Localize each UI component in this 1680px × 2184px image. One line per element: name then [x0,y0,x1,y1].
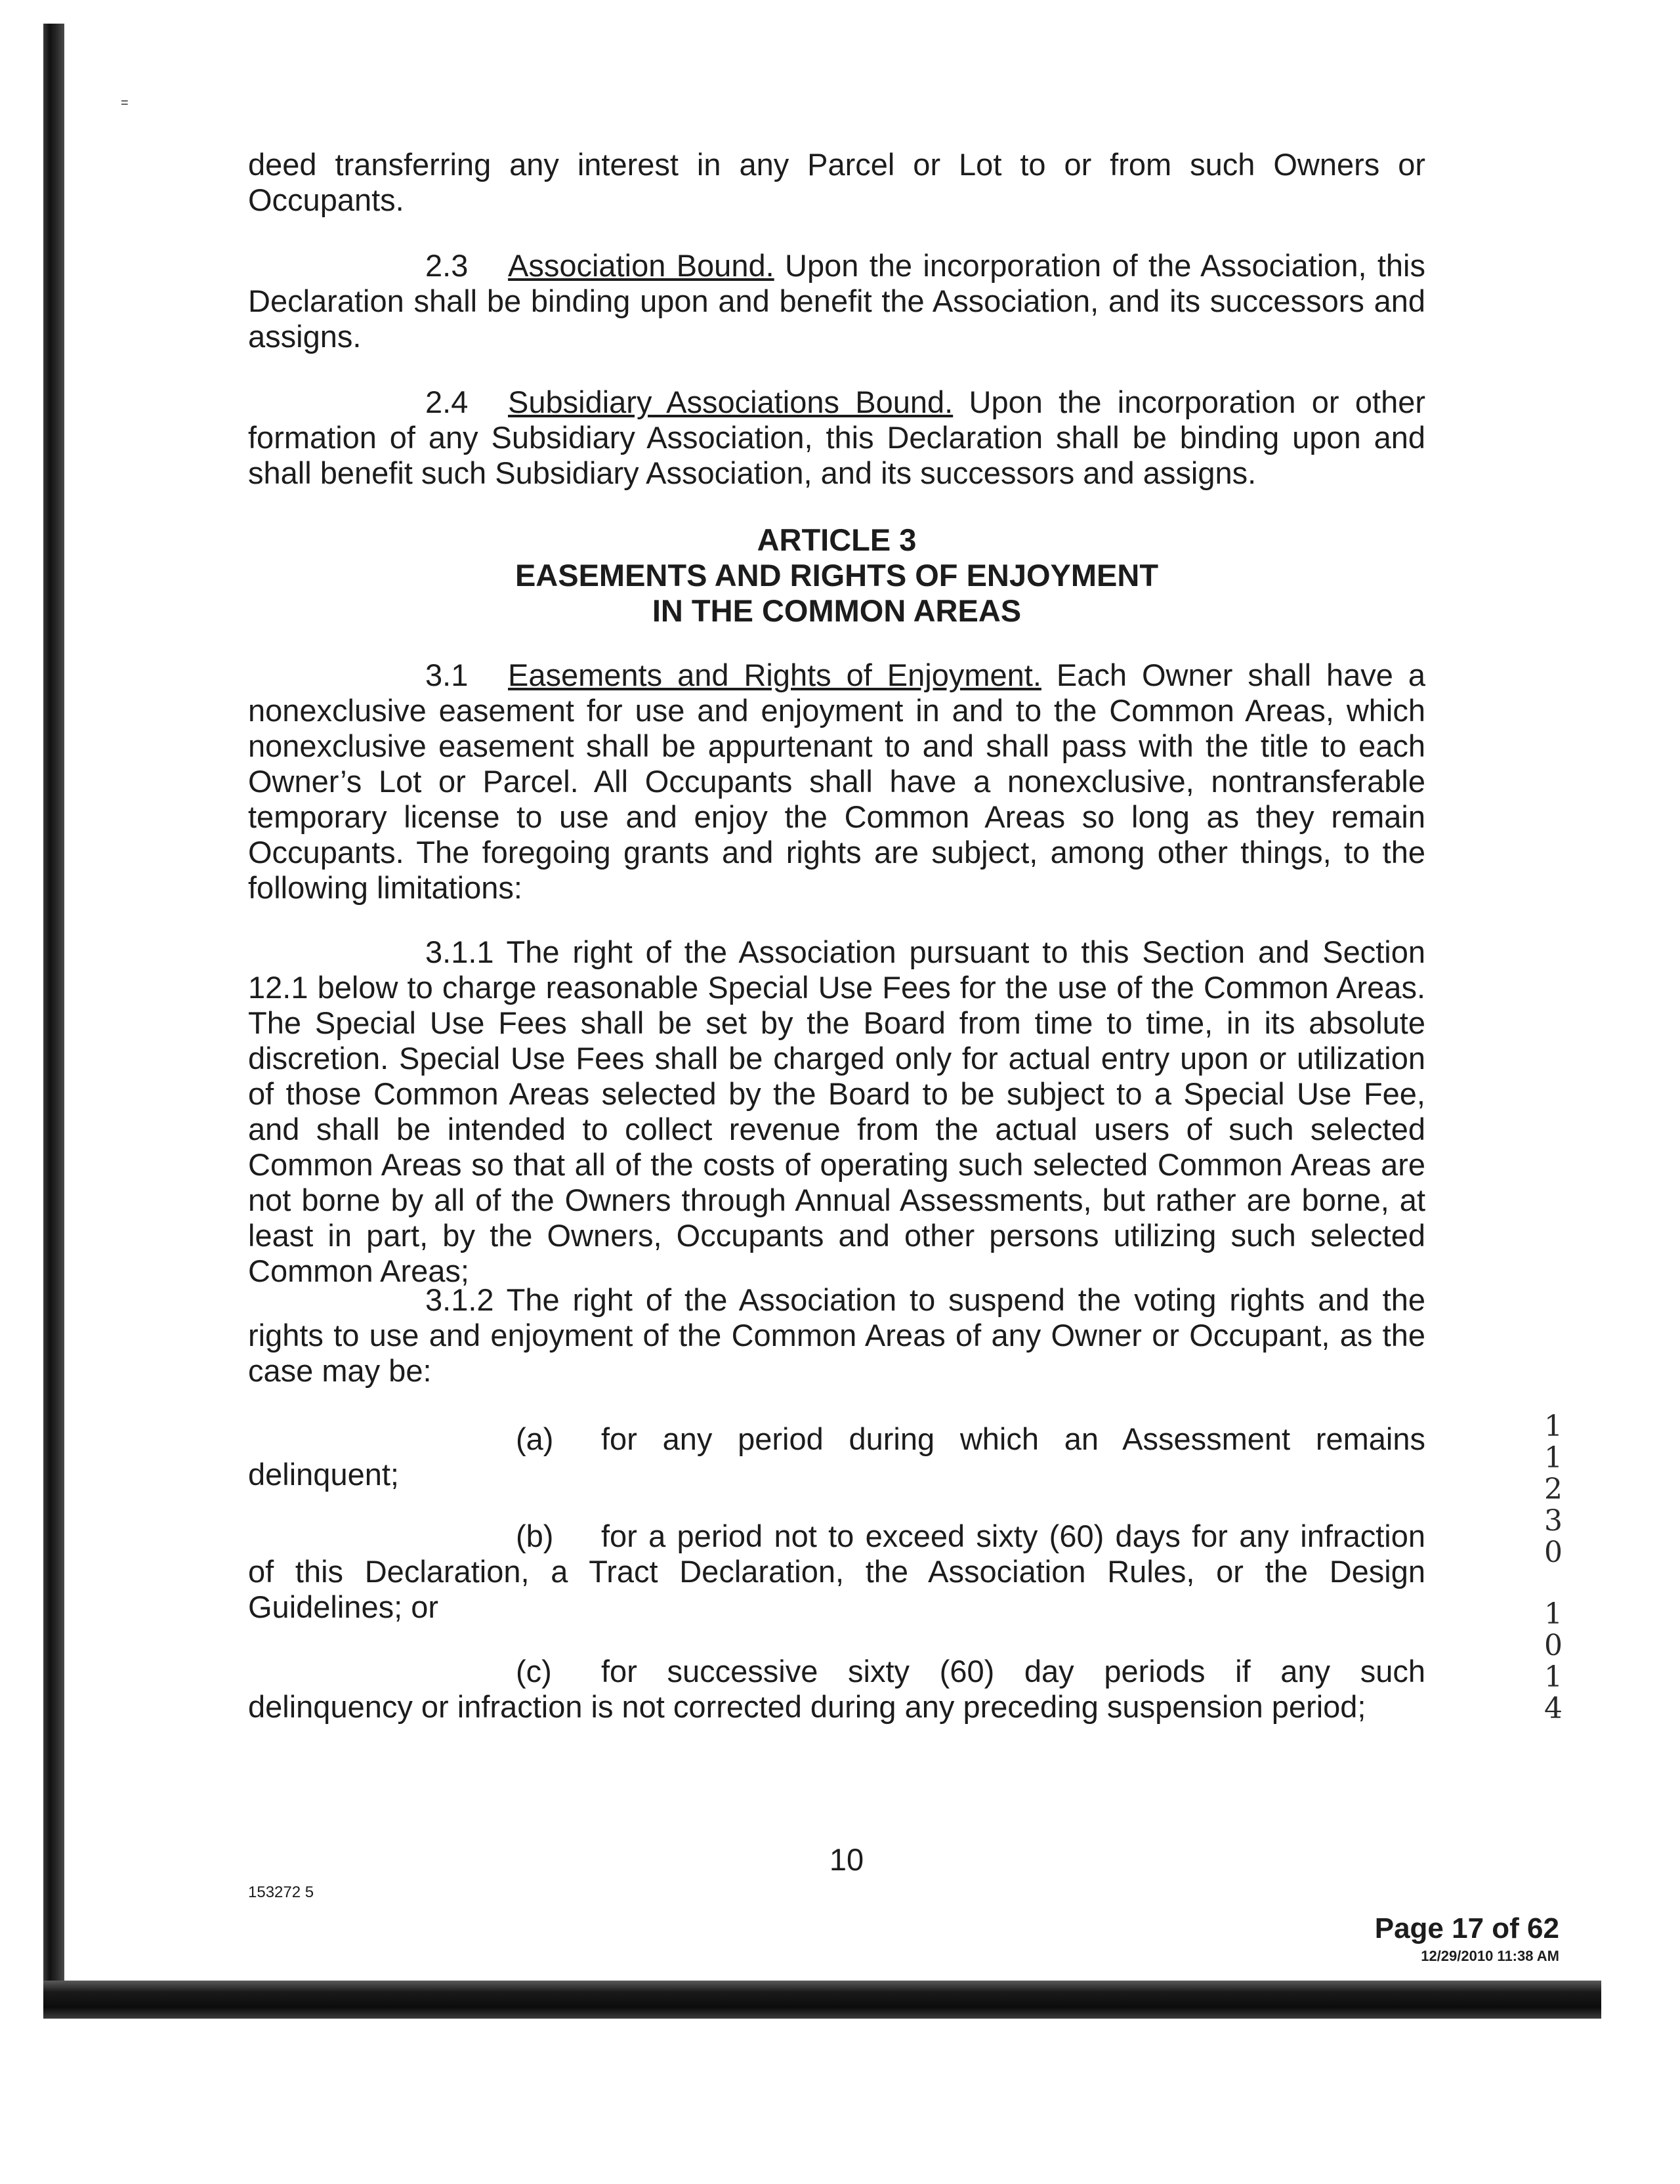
item-text: for successive sixty (60) day periods if any such delinquency or infraction is not corrected during any preceding suspension period; [248,1654,1425,1724]
section-2-4 [248,385,1425,491]
recording-stamp-bottom: 1 0 1 4 [1544,1597,1563,1725]
section-text: Each Owner shall have a nonexclusive easement for use and enjoyment in and to the Common Areas, which nonexclusive easement shall be appurtenant to and shall pass with the title to each Owner’s Lot or Parcel. All Occupants shall have a nonexclusive, nontransferable temporary license to use and enjoy the Common Areas so long as they remain Occupants. The foregoing grants and rights are subject, among other things, to the following limitations: [248,658,1426,905]
section-title: Subsidiary Associations Bound. [508,385,954,419]
list-item-c [248,1654,1425,1725]
article-title-line-2: IN THE COMMON AREAS [652,593,1022,628]
document-id: 153272 5 [248,1883,314,1901]
recording-timestamp: 12/29/2010 11:38 AM [1421,1948,1559,1964]
article-number: ARTICLE 3 [757,522,917,557]
scan-edge-bottom [43,1981,1601,2019]
section-text: Upon the incorporation or other formation of any Subsidiary Association, this Declaration shall be binding upon and shall benefit such Subsidiary Association, and its successors and assigns. [248,385,1425,490]
item-text: for a period not to exceed sixty (60) days for any infraction of this Declaration, a Tract Declaration, the Association Rules, or the Design Guidelines; or [248,1519,1425,1624]
section-text: 3.1.2 The right of the Association to suspend the voting rights and the rights to use and enjoyment of the Common Areas of any Owner or Occupant, as the case may be: [248,1282,1425,1388]
list-item-a [248,1421,1425,1492]
section-text: Upon the incorporation of the Association, this Declaration shall be binding upon and benefit the Association, and its successors and assigns. [248,248,1426,354]
article-title-line-1: EASEMENTS AND RIGHTS OF ENJOYMENT [514,558,1159,593]
section-title: Association Bound. [508,248,774,283]
section-number: 3.1 [425,658,469,692]
scan-edge-left [43,24,64,2019]
paragraph-continuation-text: deed transferring any interest in any Parcel or Lot to or from such Owners or Occupants. [248,147,1425,217]
section-number: 2.3 [425,248,469,283]
section-2-3 [248,248,1425,354]
paragraph-continuation [248,147,1425,218]
section-text: 3.1.1 The right of the Association pursuant to this Section and Section 12.1 below to charge reasonable Special Use Fees for the use of the Common Areas. The Special Use Fees shall be set by the Board from time to time, in its absolute discretion. Special Use Fees shall be charged only for actual entry upon or utilization of those Common Areas selected by the Board to be subject to a Special Use Fee, and shall be intended to collect revenue from the actual users of such selected Common Areas so that all of the costs of operating such selected Common Areas are not borne by all of the Owners through Annual Assessments, but rather are borne, at least in part, by the Owners, Occupants and other persons utilizing such selected Common Areas; [248,934,1425,1288]
article-heading [248,522,1425,629]
list-item-b [248,1519,1425,1625]
page-number: 10 [829,1842,864,1877]
item-text: for any period during which an Assessment remains delinquent; [248,1421,1425,1492]
item-label: (a) [516,1421,554,1456]
page-counter: Page 17 of 62 [1374,1912,1559,1944]
section-3-1-2 [248,1282,1425,1389]
recording-stamp-top: 1 1 2 3 0 [1544,1410,1563,1569]
section-title: Easements and Rights of Enjoyment. [508,658,1041,692]
scan-mark: = [121,96,129,110]
item-label: (c) [516,1654,552,1689]
section-3-1-1 [248,934,1425,1289]
section-3-1 [248,658,1425,906]
item-label: (b) [516,1519,554,1553]
section-number: 2.4 [425,385,469,419]
